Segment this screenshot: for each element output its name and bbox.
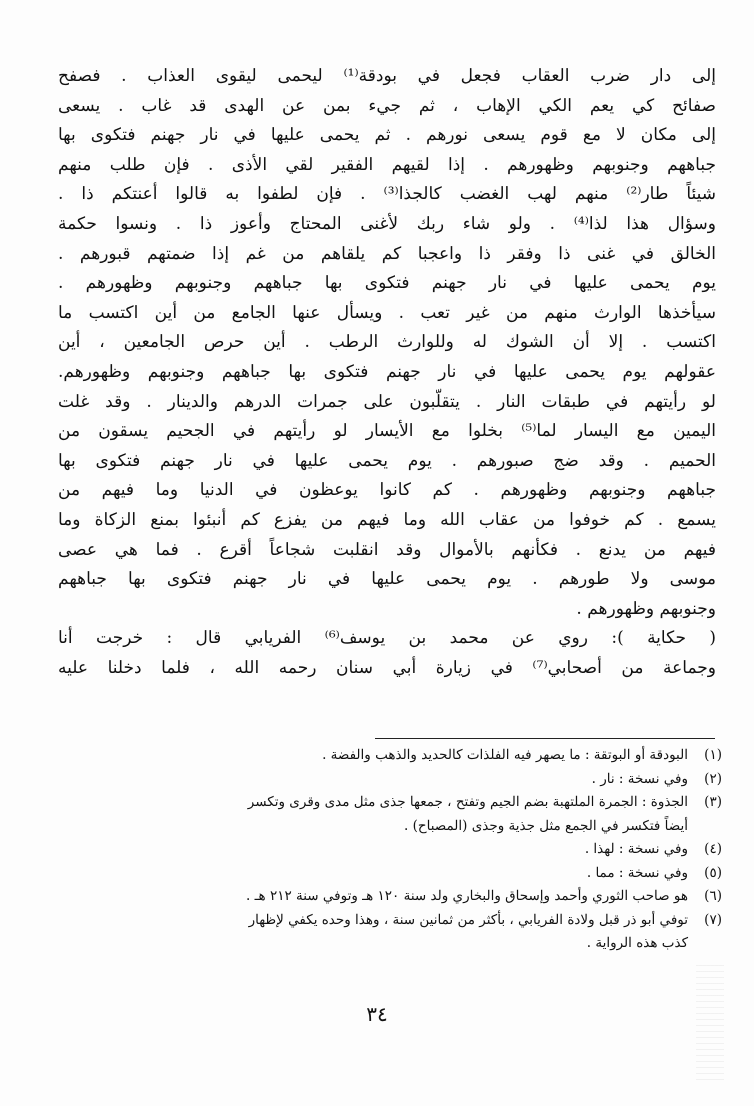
text-line: سيأخذها الوارث منهم من غير تعب . ويسأل عنها الجامع من أين اكتسب ما <box>58 302 716 323</box>
text-line: جباههم وجنوبهم وظهورهم . إذا لقيهم الفقير لقي الأذى . فإن طلب منهم <box>58 154 716 175</box>
footnote-text: وفي نسخة : لهذا . <box>584 841 688 857</box>
footnote-number: (٥) <box>704 864 722 881</box>
footnote-number: (٤) <box>704 841 722 857</box>
footnote-text: أيضاً فتكسر في الجمع مثل جذية وجذى (المصباح) . <box>404 817 688 834</box>
text-line: الخالق في غنى ذا وفقر ذا واعجبا كم يلقاهم من غم إذا ضمتهم قبورهم . <box>58 243 716 264</box>
text-line: اليمين مع اليسار لما⁽⁵⁾ بخلوا مع الأيسار لو رأيتهم في الجحيم يسقون من <box>58 421 717 442</box>
footnote-number: (٢) <box>704 770 722 787</box>
footnote-text: كذب هذه الرواية . <box>586 935 688 951</box>
text-line: جباههم وجنوبهم وظهورهم . كم كانوا يوعظون في الدنيا وما فيهم من <box>58 480 716 501</box>
footnote <box>60 885 722 909</box>
footnote-text: البودقة أو البوتقة : ما يصهر فيه الفلذات كالحديد والذهب والفضة . <box>322 747 688 763</box>
footnotes <box>60 744 722 956</box>
footnote-text: وفي نسخة : مما . <box>586 864 688 881</box>
footnote <box>60 768 722 792</box>
text-line: ( حكاية ): روي عن محمد بن يوسف⁽⁶⁾ الفريابي قال : خرجت أنا <box>58 628 716 649</box>
footnote-continuation <box>60 932 722 956</box>
text-line: صفائح كي يعم الكي الإهاب ، ثم جيء بمن عن الهدى قد غاب . يسعى <box>58 95 716 116</box>
footnote <box>60 791 722 815</box>
footnote-number: (١) <box>704 747 722 763</box>
text-line: موسى ولا طورهم . يوم يحمى عليها في نار جهنم فتكوى بها جباههم <box>58 569 716 590</box>
footnote-number: (٣) <box>704 794 722 810</box>
footnote <box>60 838 722 862</box>
footnote-continuation <box>60 815 722 839</box>
text-line: يسمع . كم خوفوا من عقاب الله وما فيهم من يفزع كم أنبئوا بمنع الزكاة وما <box>58 509 716 530</box>
page-number: ٣٤ <box>366 1002 388 1026</box>
footnote-divider <box>375 738 715 739</box>
text-line: الحميم . وقد ضج صبورهم . يوم يحمى عليها في نار جهنم فتكوى بها <box>58 450 716 471</box>
text-line: شيئاً طار⁽²⁾ منهم لهب الغضب كالجذا⁽³⁾ . فإن لطفوا به قالوا أعنتكم ذا . <box>58 184 717 205</box>
footnote-number <box>688 932 722 956</box>
text-line: اكتسب . إلا أن الشوك له وللوارث الرطب . أين حرص الجامعين ، أين <box>58 332 716 353</box>
text-line: وسؤال هذا لذا⁽⁴⁾ . ولو شاء ربك لأغنى المحتاج وأعوز ذا . ونسوا حكمة <box>58 213 716 234</box>
footnote-text: توفي أبو ذر قبل ولادة الفريابي ، بأكثر من ثمانين سنة ، وهذا وحده يكفي لإظهار <box>248 911 688 928</box>
footnote-text: الجذوة : الجمرة الملتهبة بضم الجيم وتفتح ، جمعها جذى مثل مدى وقرى وتكسر <box>247 794 688 810</box>
footnote <box>60 744 722 768</box>
text-line: يوم يحمى عليها في نار جهنم فتكوى بها جباههم وجنوبهم وظهورهم . <box>58 273 716 294</box>
footnote-number: (٧) <box>704 911 722 928</box>
footnote-number: (٦) <box>704 888 722 904</box>
text-line: وجماعة من أصحابي⁽⁷⁾ في زيارة أبي سنان رحمه الله ، فلما دخلنا عليه <box>58 657 717 678</box>
main-text <box>58 62 716 683</box>
scan-noise <box>696 960 724 1080</box>
text-line: لو رأيتهم في طبقات النار . يتقلّبون على جمرات الدرهم والدينار . وقد غلت <box>58 391 716 412</box>
footnote <box>60 909 722 933</box>
text-line: وجنوبهم وظهورهم . <box>576 598 716 619</box>
text-line: فيهم من يدنع . فكأنهم بالأموال وقد انقلبت شجاعاً أقرع . فما هي عصى <box>58 539 716 560</box>
footnote-text: هو صاحب الثوري وأحمد وإسحاق والبخاري ولد سنة ١٢٠ هـ وتوفي سنة ٢١٢ هـ . <box>245 888 688 904</box>
footnote <box>60 862 722 886</box>
text-line: إلى دار ضرب العقاب فجعل في بودقة⁽¹⁾ ليحمى ليقوى العذاب . فصفح <box>58 66 716 86</box>
footnote-number <box>688 815 722 839</box>
text-line: عقولهم يوم يحمى عليها في نار جهنم فتكوى بها جباههم وجنوبهم وظهورهم. <box>58 361 716 382</box>
text-line: إلى مكان لا مع قوم يسعى نورهم . ثم يحمى عليها في نار جهنم فتكوى بها <box>58 125 716 146</box>
footnote-text: وفي نسخة : نار . <box>591 770 688 787</box>
